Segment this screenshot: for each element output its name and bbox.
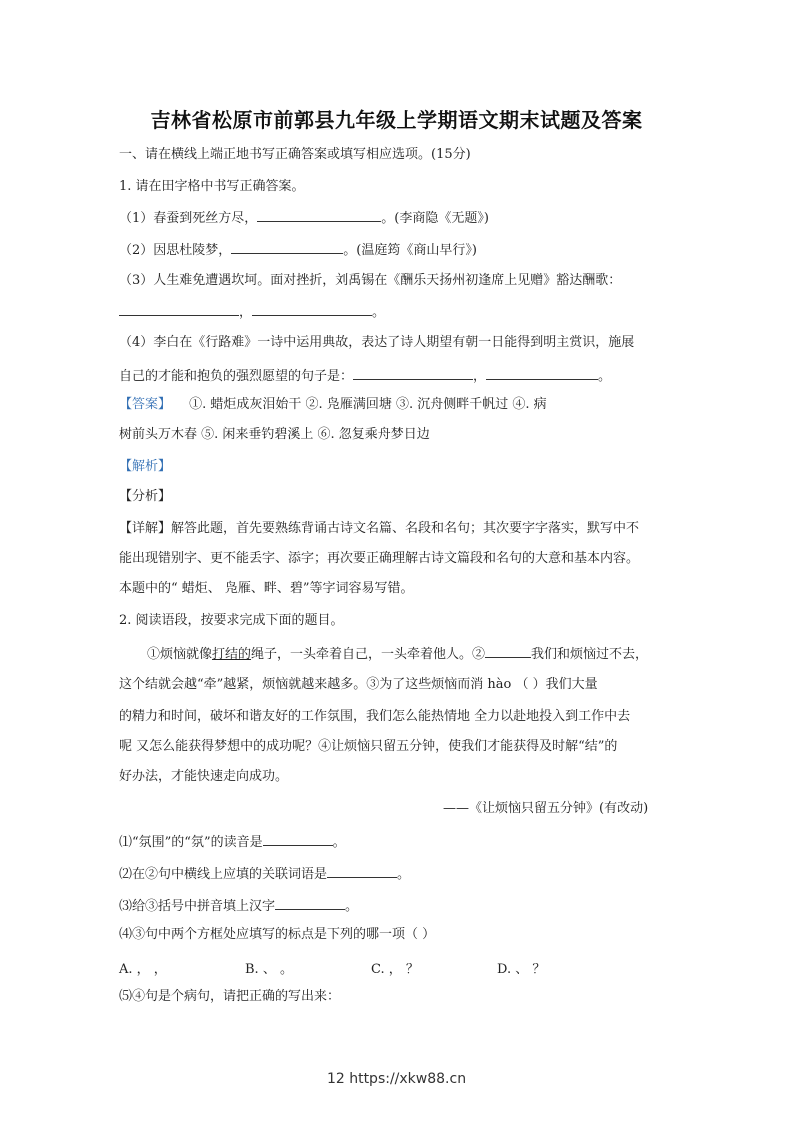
answer-blank (257, 208, 381, 222)
answer-line-2: 树前头万木春 ⑤. 闲来垂钓碧溪上 ⑥. 忽复乘舟梦日边 (119, 427, 430, 442)
passage-line-3: 的精力和时间，破坏和谐友好的工作氛围，我们怎么能热情地 全力以赴地投入到工作中去 (119, 709, 631, 724)
question-1-part-3: （3）人生难免遭遇坎坷。面对挫折，刘禹锡在《酬乐天扬州初逢席上见赠》豁达酬歌： (119, 273, 622, 288)
period: 。 (598, 369, 612, 384)
detail-line-1: 【详解】解答此题，首先要熟练背诵古诗文名篇、名段和名句；其次要字字落实，默写中不 (119, 521, 640, 536)
answer-blank (353, 366, 473, 380)
sub-question-2 (119, 864, 410, 884)
passage-line-4: 呢 又怎么能获得梦想中的成功呢？④让烦恼只留五分钟，使我们才能获得及时解“结”的 (119, 739, 618, 754)
answer-blank (486, 366, 598, 380)
detail-line-2: 能出现错别字、更不能丢字、添字；再次要正确理解古诗文篇段和名句的大意和基本内容。 (119, 551, 640, 566)
fenxi-tag: 【分析】 (119, 489, 172, 504)
part-2-source: 。(温庭筠《商山早行》) (343, 243, 477, 258)
option-d: D. 、 ？ (497, 962, 546, 977)
comma: ， (239, 305, 253, 320)
page-footer: 12 https://xkw88.cn (326, 1071, 467, 1087)
period: 。 (372, 305, 386, 320)
answer-text-1: ①. 蜡炬成灰泪始干 ②. 凫雁满回塘 ③. 沉舟侧畔千帆过 ④. 病 (189, 397, 547, 412)
answer-blank (327, 864, 397, 878)
sub-question-3 (119, 896, 358, 916)
question-1-part-4-line-1: （4）李白在《行路难》一诗中运用典故，表达了诗人期望有朝一日能得到明主赏识，施展 (119, 335, 635, 350)
question-1-part-3-blanks (119, 302, 385, 322)
passage-line-2: 这个结就会越“牵”越紧，烦恼就越来越多。③为了这些烦恼而消 hào （ ）我们大量 (119, 677, 598, 692)
passage-line-5: 好办法，才能快速走向成功。 (119, 769, 289, 784)
detail-line-3: 本题中的“ 蜡炬、 凫雁、畔、碧”等字词容易写错。 (119, 581, 414, 596)
part-4-text: 自己的才能和抱负的强烈愿望的句子是： (119, 369, 354, 384)
answer-blank (263, 832, 333, 846)
question-1-part-2 (119, 240, 477, 260)
question-1-part-1 (119, 208, 489, 228)
answer-blank (119, 302, 239, 316)
underlined-phrase: 打结的 (212, 647, 252, 662)
option-a: A. ， ， (119, 962, 167, 977)
passage-text: 绳子，一头牵着自己，一头牵着他人。② (251, 647, 486, 662)
period: 。 (397, 867, 411, 882)
answer-blank (252, 302, 372, 316)
analysis-tag: 【解析】 (119, 459, 172, 474)
comma: ， (473, 369, 487, 384)
answer-tag: 【答案】 (119, 397, 172, 412)
passage-line-1 (147, 644, 648, 664)
section-heading: 一、请在横线上端正地书写正确答案或填写相应选项。(15分) (119, 147, 471, 162)
sub-question-4: ⑷③句中两个方框处应填写的标点是下列的哪一项（ ） (119, 927, 436, 942)
answer-blank (275, 896, 345, 910)
answer-line-1 (119, 396, 547, 414)
period: 。 (332, 835, 346, 850)
option-b: B. 、 。 (245, 962, 293, 977)
sub-question-text: ⑵在②句中横线上应填的关联词语是 (119, 867, 328, 882)
sub-question-text: ⑴“氛围”的“氛”的读音是 (119, 835, 263, 850)
question-2-stem: 2. 阅读语段，按要求完成下面的题目。 (119, 613, 344, 628)
answer-blank (231, 240, 343, 254)
part-1-source: 。(李商隐《无题》) (381, 211, 489, 226)
part-1-text: （1）春蚕到死丝方尽， (119, 211, 258, 226)
question-1-stem: 1. 请在田字格中书写正确答案。 (119, 179, 305, 194)
page-title: 吉林省松原市前郭县九年级上学期语文期末试题及答案 (150, 108, 643, 132)
sub-question-5: ⑸④句是个病句，请把正确的写出来： (119, 989, 341, 1004)
passage-text: 我们和烦恼过不去， (531, 647, 649, 662)
part-2-text: （2）因思杜陵梦， (119, 243, 232, 258)
answer-blank (485, 644, 531, 658)
question-1-part-4-line-2 (119, 366, 611, 386)
passage-source: ——《让烦恼只留五分钟》(有改动) (443, 801, 649, 816)
period: 。 (345, 899, 359, 914)
sub-question-1 (119, 832, 346, 852)
option-c: C. ， ？ (371, 962, 419, 977)
passage-text: ①烦恼就像 (147, 647, 213, 662)
sub-question-text: ⑶给③括号中拼音填上汉字 (119, 899, 276, 914)
